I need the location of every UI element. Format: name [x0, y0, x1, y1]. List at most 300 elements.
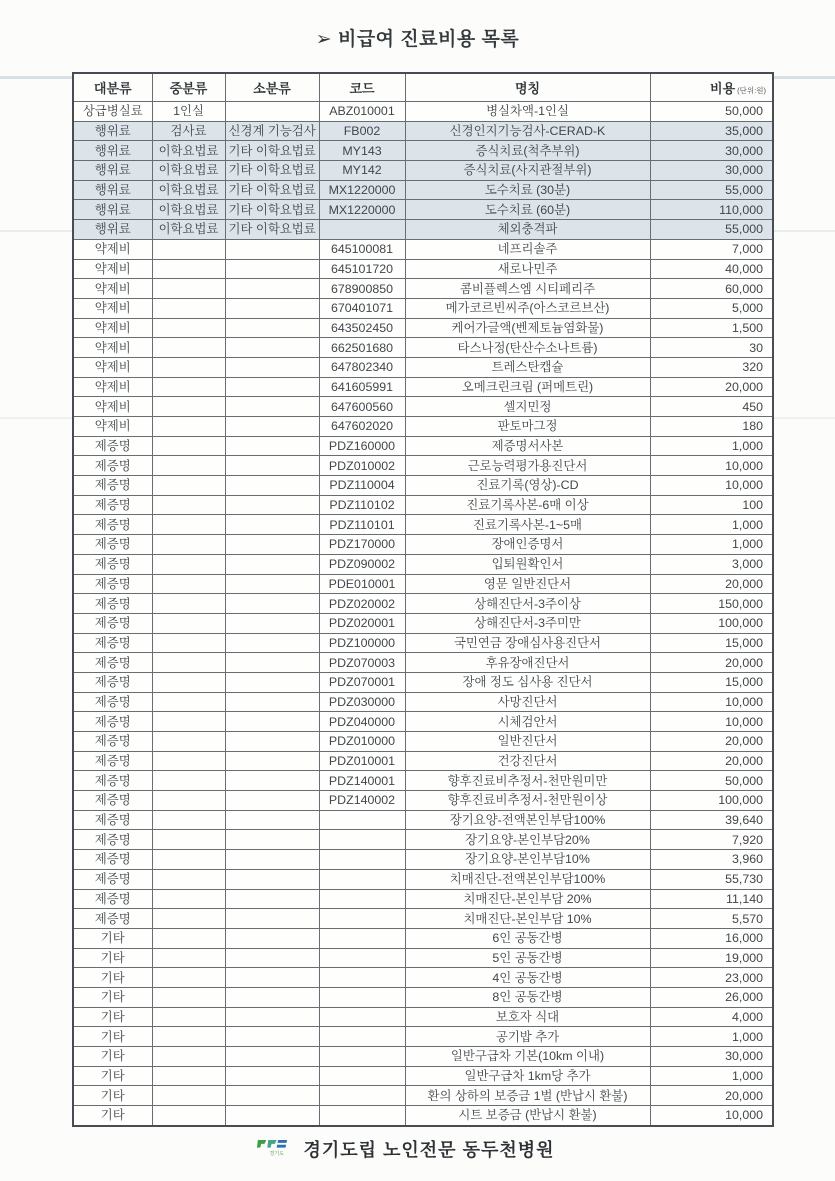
table-cell [319, 1047, 405, 1067]
table-cell: 행위료 [73, 121, 152, 141]
table-cell [319, 987, 405, 1007]
table-cell [319, 889, 405, 909]
table-row [73, 574, 773, 594]
table-row [73, 732, 773, 752]
table-cell [152, 377, 225, 397]
table-cell: 약제비 [73, 397, 152, 417]
table-row [73, 397, 773, 417]
table-cell: PDZ110101 [319, 515, 405, 535]
table-cell: 건강진단서 [405, 751, 650, 771]
table-cell [319, 1066, 405, 1086]
table-cell: 국민연금 장애심사용진단서 [405, 633, 650, 653]
fee-table-body [73, 102, 773, 1126]
table-cell [152, 397, 225, 417]
table-cell: 제증명 [73, 653, 152, 673]
table-row [73, 515, 773, 535]
table-cell: 40,000 [650, 259, 773, 279]
table-cell: 647802340 [319, 357, 405, 377]
table-cell [225, 968, 319, 988]
table-cell [152, 1007, 225, 1027]
table-cell: 제증명 [73, 594, 152, 614]
table-cell: 일반진단서 [405, 732, 650, 752]
table-cell: 이학요법료 [152, 220, 225, 240]
table-cell: 기타 [73, 1047, 152, 1067]
table-cell: 30,000 [650, 161, 773, 181]
table-cell: 20,000 [650, 732, 773, 752]
table-cell: 행위료 [73, 200, 152, 220]
table-row [73, 791, 773, 811]
table-row [73, 141, 773, 161]
table-row [73, 889, 773, 909]
table-cell: 기타 이학요법료 [225, 200, 319, 220]
table-cell: 환의 상하의 보증금 1벌 (반납시 환불) [405, 1086, 650, 1106]
table-cell: 상해진단서-3주이상 [405, 594, 650, 614]
table-cell: 670401071 [319, 298, 405, 318]
table-cell [152, 633, 225, 653]
table-cell [225, 732, 319, 752]
table-cell: 1,000 [650, 1066, 773, 1086]
table-cell [319, 968, 405, 988]
table-cell: 10,000 [650, 456, 773, 476]
table-cell: 제증명 [73, 574, 152, 594]
table-cell: 7,000 [650, 239, 773, 259]
table-cell [152, 613, 225, 633]
table-cell: 진료기록(영상)-CD [405, 476, 650, 496]
table-cell: 20,000 [650, 653, 773, 673]
table-cell: 일반구급차 1km당 추가 [405, 1066, 650, 1086]
price-header-label: 비용 [710, 81, 736, 96]
table-cell: 39,640 [650, 810, 773, 830]
table-cell [225, 692, 319, 712]
table-row [73, 1007, 773, 1027]
table-cell [152, 298, 225, 318]
table-row [73, 1086, 773, 1106]
table-cell [319, 850, 405, 870]
table-cell [225, 535, 319, 555]
table-cell [152, 594, 225, 614]
table-cell: PDZ070001 [319, 672, 405, 692]
table-cell: 타스나정(탄산수소나트륨) [405, 338, 650, 358]
table-row [73, 436, 773, 456]
table-row [73, 850, 773, 870]
table-cell: 35,000 [650, 121, 773, 141]
table-cell [225, 672, 319, 692]
table-cell: 3,000 [650, 554, 773, 574]
table-cell: 약제비 [73, 239, 152, 259]
table-cell: 645100081 [319, 239, 405, 259]
table-cell: 기타 이학요법료 [225, 220, 319, 240]
table-cell [152, 1086, 225, 1106]
table-cell: 약제비 [73, 259, 152, 279]
table-cell: 제증명 [73, 436, 152, 456]
table-cell: PDZ110004 [319, 476, 405, 496]
table-cell [152, 495, 225, 515]
table-cell: PDZ140001 [319, 771, 405, 791]
table-cell [152, 357, 225, 377]
col-header-code: 코드 [319, 73, 405, 102]
table-cell: 제증명 [73, 830, 152, 850]
col-header-major-category: 대분류 [73, 73, 152, 102]
table-cell: PDZ090002 [319, 554, 405, 574]
table-cell: 후유장애진단서 [405, 653, 650, 673]
table-cell: 증식치료(척추부위) [405, 141, 650, 161]
col-header-name: 명칭 [405, 73, 650, 102]
table-cell [152, 672, 225, 692]
table-row [73, 338, 773, 358]
table-cell: 기타 이학요법료 [225, 180, 319, 200]
table-cell: 제증명서사본 [405, 436, 650, 456]
table-cell: 기타 [73, 968, 152, 988]
table-cell: 제증명 [73, 613, 152, 633]
table-cell: 제증명 [73, 456, 152, 476]
table-row [73, 535, 773, 555]
table-cell [225, 1106, 319, 1126]
table-cell: 트레스탄캡슐 [405, 357, 650, 377]
table-cell: 기타 [73, 987, 152, 1007]
table-cell: 약제비 [73, 417, 152, 437]
table-cell [225, 810, 319, 830]
table-cell: PDZ010000 [319, 732, 405, 752]
table-row [73, 830, 773, 850]
table-cell [225, 613, 319, 633]
table-cell [225, 436, 319, 456]
table-cell [225, 653, 319, 673]
table-cell: 상급병실료 [73, 102, 152, 122]
table-cell [152, 1106, 225, 1126]
table-cell: 662501680 [319, 338, 405, 358]
table-cell: 제증명 [73, 535, 152, 555]
table-cell: PDZ040000 [319, 712, 405, 732]
table-cell: 장기요양-본인부담10% [405, 850, 650, 870]
table-cell: 8인 공동간병 [405, 987, 650, 1007]
table-cell: 기타 [73, 1106, 152, 1126]
table-cell: 도수치료 (30분) [405, 180, 650, 200]
table-cell [225, 298, 319, 318]
table-row [73, 948, 773, 968]
table-cell: 이학요법료 [152, 161, 225, 181]
table-cell [152, 535, 225, 555]
table-row [73, 259, 773, 279]
table-cell [225, 574, 319, 594]
table-cell [225, 102, 319, 122]
table-row [73, 476, 773, 496]
table-cell [152, 239, 225, 259]
table-cell: 치매진단-본인부담 20% [405, 889, 650, 909]
table-cell [152, 456, 225, 476]
table-cell: 제증명 [73, 850, 152, 870]
table-cell [319, 1106, 405, 1126]
table-cell [319, 1007, 405, 1027]
table-row [73, 810, 773, 830]
table-cell: 1,000 [650, 535, 773, 555]
table-cell [225, 869, 319, 889]
table-cell [225, 948, 319, 968]
table-cell: ABZ010001 [319, 102, 405, 122]
table-cell: 1,500 [650, 318, 773, 338]
table-cell: 100,000 [650, 791, 773, 811]
table-row [73, 279, 773, 299]
table-cell: 7,920 [650, 830, 773, 850]
table-cell: 약제비 [73, 357, 152, 377]
table-cell: 4인 공동간병 [405, 968, 650, 988]
table-cell [152, 338, 225, 358]
table-cell [225, 338, 319, 358]
table-cell [225, 830, 319, 850]
table-cell: 공기밥 추가 [405, 1027, 650, 1047]
table-cell [152, 810, 225, 830]
table-cell: PDZ020001 [319, 613, 405, 633]
table-cell: 진료기록사본-6매 이상 [405, 495, 650, 515]
table-cell: 제증명 [73, 771, 152, 791]
table-cell: 320 [650, 357, 773, 377]
table-cell: 6인 공동간병 [405, 928, 650, 948]
table-cell [152, 889, 225, 909]
table-cell: 약제비 [73, 298, 152, 318]
table-cell [319, 1086, 405, 1106]
table-cell: 일반구급차 기본(10km 이내) [405, 1047, 650, 1067]
table-cell: 증식치료(사지관절부위) [405, 161, 650, 181]
table-row [73, 909, 773, 929]
table-cell [152, 692, 225, 712]
table-cell: 1인실 [152, 102, 225, 122]
table-cell: 신경계 기능검사 [225, 121, 319, 141]
table-cell: 치매진단-전액본인부담100% [405, 869, 650, 889]
table-cell: 55,730 [650, 869, 773, 889]
table-cell: 근로능력평가용진단서 [405, 456, 650, 476]
table-row [73, 613, 773, 633]
table-cell: 643502450 [319, 318, 405, 338]
table-row [73, 357, 773, 377]
table-cell: PDZ140002 [319, 791, 405, 811]
table-cell: MX1220000 [319, 180, 405, 200]
col-header-sub-category: 소분류 [225, 73, 319, 102]
table-row [73, 594, 773, 614]
table-cell: PDZ100000 [319, 633, 405, 653]
table-cell: MX1220000 [319, 200, 405, 220]
table-cell: 647600560 [319, 397, 405, 417]
table-cell: PDZ010001 [319, 751, 405, 771]
table-cell: 30 [650, 338, 773, 358]
table-cell [152, 1027, 225, 1047]
table-cell [152, 1066, 225, 1086]
table-cell: 20,000 [650, 574, 773, 594]
table-row [73, 239, 773, 259]
table-cell: 사망진단서 [405, 692, 650, 712]
table-cell: 장애 정도 심사용 진단서 [405, 672, 650, 692]
table-cell: 641605991 [319, 377, 405, 397]
table-cell: 100,000 [650, 613, 773, 633]
table-cell: 4,000 [650, 1007, 773, 1027]
table-cell [319, 869, 405, 889]
table-cell [225, 909, 319, 929]
table-cell [225, 791, 319, 811]
table-row [73, 456, 773, 476]
table-cell [225, 633, 319, 653]
table-row [73, 417, 773, 437]
table-cell [225, 417, 319, 437]
table-cell: 장애인증명서 [405, 535, 650, 555]
table-cell: 이학요법료 [152, 200, 225, 220]
table-cell: PDZ110102 [319, 495, 405, 515]
table-cell: 제증명 [73, 889, 152, 909]
table-row [73, 751, 773, 771]
table-cell [152, 1047, 225, 1067]
table-cell [152, 515, 225, 535]
table-cell: 제증명 [73, 672, 152, 692]
table-cell [225, 318, 319, 338]
table-cell: 케어가글액(벤제토늄염화물) [405, 318, 650, 338]
table-cell [152, 987, 225, 1007]
table-cell: 상해진단서-3주미만 [405, 613, 650, 633]
table-cell [152, 791, 225, 811]
table-cell: 1,000 [650, 436, 773, 456]
table-cell: 제증명 [73, 909, 152, 929]
table-cell: 체외충격파 [405, 220, 650, 240]
table-cell [225, 594, 319, 614]
logo-text: 경기도 [269, 1150, 285, 1157]
table-cell [152, 771, 225, 791]
table-cell [225, 279, 319, 299]
table-cell [225, 889, 319, 909]
table-cell: 오메크린크림 (퍼메트린) [405, 377, 650, 397]
table-row [73, 180, 773, 200]
table-row [73, 692, 773, 712]
hospital-name: 경기도립 노인전문 동두천병원 [303, 1139, 555, 1160]
table-cell: 치매진단-본인부담 10% [405, 909, 650, 929]
table-cell: 10,000 [650, 1106, 773, 1126]
table-cell: 55,000 [650, 220, 773, 240]
table-row [73, 220, 773, 240]
table-cell: 이학요법료 [152, 141, 225, 161]
fee-table-header [73, 73, 773, 102]
table-cell [152, 968, 225, 988]
table-cell [225, 850, 319, 870]
table-cell: PDZ070003 [319, 653, 405, 673]
table-row [73, 161, 773, 181]
table-cell: 제증명 [73, 712, 152, 732]
table-cell: 약제비 [73, 279, 152, 299]
table-cell: 제증명 [73, 869, 152, 889]
table-cell [225, 987, 319, 1007]
table-cell: 검사료 [152, 121, 225, 141]
table-row [73, 771, 773, 791]
table-cell: PDZ020002 [319, 594, 405, 614]
table-row [73, 554, 773, 574]
table-cell [225, 554, 319, 574]
table-cell: PDZ030000 [319, 692, 405, 712]
table-cell: 1,000 [650, 515, 773, 535]
table-cell: 제증명 [73, 732, 152, 752]
table-cell: 병실차액-1인실 [405, 102, 650, 122]
table-cell: 신경인지기능검사-CERAD-K [405, 121, 650, 141]
table-cell: 10,000 [650, 692, 773, 712]
table-row [73, 298, 773, 318]
table-row [73, 928, 773, 948]
table-cell: 450 [650, 397, 773, 417]
table-cell: 입퇴원확인서 [405, 554, 650, 574]
table-cell [225, 515, 319, 535]
table-cell: 기타 [73, 928, 152, 948]
table-cell: 55,000 [650, 180, 773, 200]
table-cell: 678900850 [319, 279, 405, 299]
table-cell [319, 810, 405, 830]
table-cell [225, 259, 319, 279]
table-cell [225, 1007, 319, 1027]
table-row [73, 121, 773, 141]
table-cell [152, 948, 225, 968]
table-cell: 제증명 [73, 633, 152, 653]
table-row [73, 987, 773, 1007]
table-cell: 5,570 [650, 909, 773, 929]
table-cell: 판토마그정 [405, 417, 650, 437]
table-cell: 약제비 [73, 377, 152, 397]
table-cell: 647602020 [319, 417, 405, 437]
table-cell: 11,140 [650, 889, 773, 909]
table-cell: 시트 보증금 (반납시 환불) [405, 1106, 650, 1126]
table-cell: 제증명 [73, 791, 152, 811]
table-cell: 기타 [73, 1086, 152, 1106]
table-cell: MY142 [319, 161, 405, 181]
table-cell: 20,000 [650, 1086, 773, 1106]
table-cell: 향후진료비추정서-천만원미만 [405, 771, 650, 791]
table-cell [225, 1047, 319, 1067]
table-cell [319, 928, 405, 948]
table-cell: 시체검안서 [405, 712, 650, 732]
table-cell: 180 [650, 417, 773, 437]
table-row [73, 653, 773, 673]
table-cell: 약제비 [73, 318, 152, 338]
table-cell: 3,960 [650, 850, 773, 870]
table-cell: 약제비 [73, 338, 152, 358]
table-cell [225, 397, 319, 417]
table-cell: 장기요양-본인부담20% [405, 830, 650, 850]
table-row [73, 712, 773, 732]
table-row [73, 968, 773, 988]
table-cell: 행위료 [73, 220, 152, 240]
table-row [73, 377, 773, 397]
table-cell: PDZ170000 [319, 535, 405, 555]
page-title: ➢ 비급여 진료비용 목록 [315, 29, 520, 50]
gyeonggi-logo-icon [256, 1137, 288, 1161]
table-cell: 19,000 [650, 948, 773, 968]
table-row [73, 102, 773, 122]
table-cell [225, 495, 319, 515]
table-cell: 보호자 식대 [405, 1007, 650, 1027]
table-cell [225, 771, 319, 791]
table-cell [225, 377, 319, 397]
table-cell: 15,000 [650, 633, 773, 653]
table-cell: 네프리솔주 [405, 239, 650, 259]
table-row [73, 1047, 773, 1067]
table-cell: 기타 이학요법료 [225, 161, 319, 181]
table-row [73, 200, 773, 220]
table-cell [152, 928, 225, 948]
table-cell: 이학요법료 [152, 180, 225, 200]
table-cell: 645101720 [319, 259, 405, 279]
table-cell: 50,000 [650, 102, 773, 122]
table-cell [225, 1027, 319, 1047]
table-cell [225, 928, 319, 948]
table-cell [152, 712, 225, 732]
table-row [73, 1106, 773, 1126]
table-cell [152, 259, 225, 279]
table-cell: 기타 [73, 948, 152, 968]
table-cell: 장기요양-전액본인부담100% [405, 810, 650, 830]
table-cell: 도수치료 (60분) [405, 200, 650, 220]
table-cell: 콤비플렉스엠 시티페리주 [405, 279, 650, 299]
table-row [73, 869, 773, 889]
table-cell [225, 1086, 319, 1106]
